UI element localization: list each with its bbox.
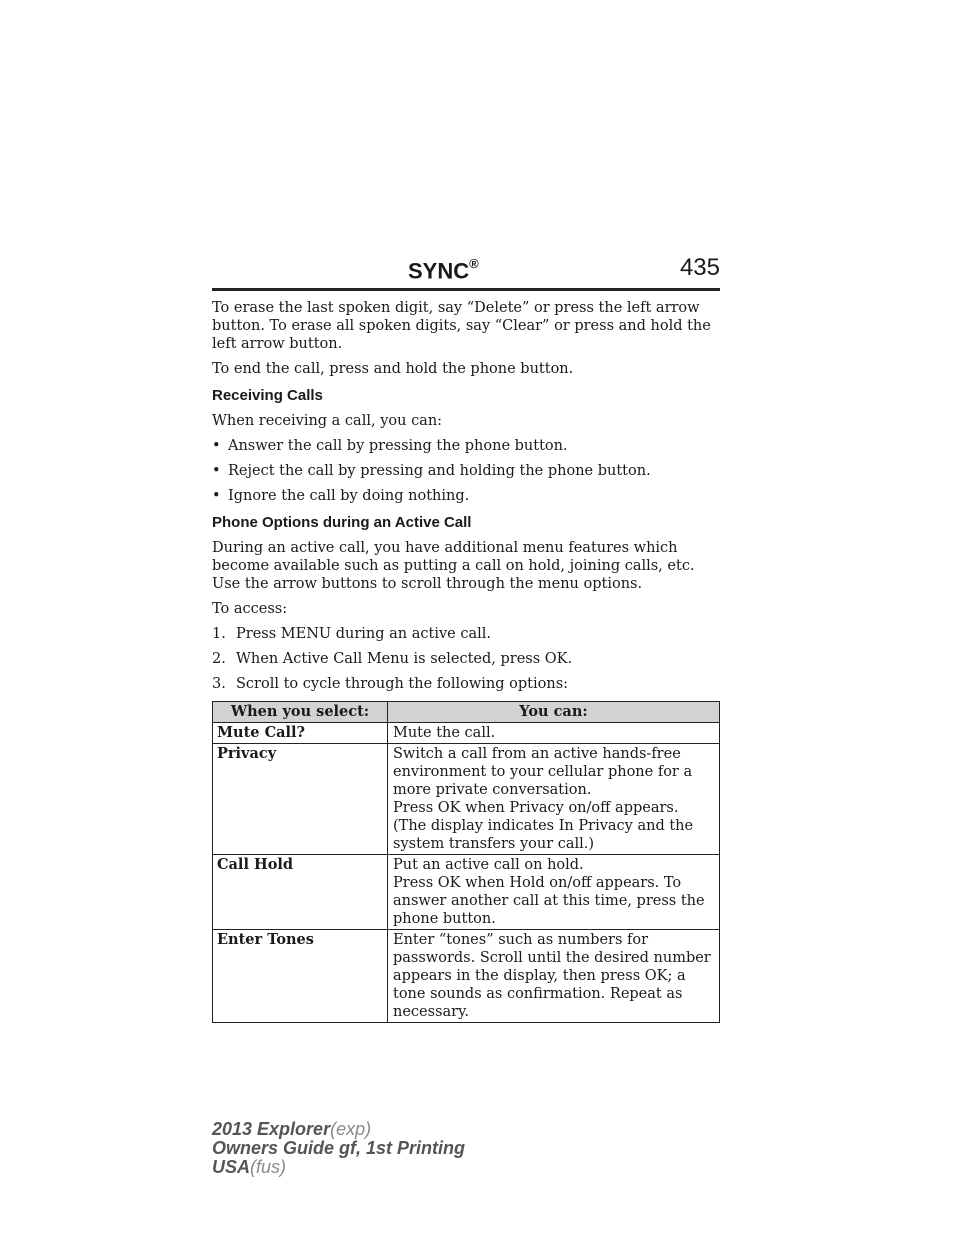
step-item <box>212 650 720 668</box>
option-description <box>388 744 720 855</box>
step-item <box>212 675 720 693</box>
page-content <box>212 299 720 1023</box>
options-paragraph: During an active call, you have additional menu features which become available such as putting a call on hold, joining calls, etc. Use the arrow buttons to scroll through the menu options. <box>212 540 695 592</box>
column-header-select: When you select: <box>213 702 388 723</box>
section-title-text: SYNC <box>408 258 470 284</box>
description-line: Press OK when Hold on/off appears. To answer another call at this time, press the phone button. <box>393 875 705 927</box>
receiving-lead: When receiving a call, you can: <box>212 413 443 429</box>
footer-code: (exp) <box>330 1119 372 1139</box>
option-description <box>388 855 720 930</box>
column-header-can: You can: <box>388 702 720 723</box>
access-label: To access: <box>212 601 288 617</box>
footer-line <box>212 1139 465 1158</box>
page-footer <box>212 1120 465 1177</box>
footer-line <box>212 1120 465 1139</box>
table-row <box>213 930 720 1023</box>
step-text: When Active Call Menu is selected, press OK. <box>236 651 573 667</box>
intro-paragraph: To erase the last spoken digit, say “Delete” or press the left arrow button. To erase all spoken digits, say “Clear” or press and hold the left arrow button. <box>212 300 711 352</box>
option-name: Enter Tones <box>213 930 388 1023</box>
list-item <box>212 437 720 455</box>
step-text: Press MENU during an active call. <box>236 626 491 642</box>
bullet-icon: • <box>212 438 221 454</box>
description-line: Press OK when Privacy on/off appears. (The display indicates In Privacy and the system transfers your call.) <box>393 800 694 852</box>
option-name: Mute Call? <box>213 723 388 744</box>
intro-paragraph: To end the call, press and hold the phone button. <box>212 361 574 377</box>
footer-model: 2013 Explorer <box>212 1119 331 1139</box>
list-item-text: Reject the call by pressing and holding the phone button. <box>228 463 651 479</box>
option-name: Call Hold <box>213 855 388 930</box>
receiving-calls-heading: Receiving Calls <box>212 387 323 404</box>
step-item <box>212 625 720 643</box>
option-description <box>388 930 720 1023</box>
list-item <box>212 487 720 505</box>
table-header-row <box>213 702 720 723</box>
bullet-icon: • <box>212 488 221 504</box>
registered-mark: ® <box>469 256 479 271</box>
step-text: Scroll to cycle through the following options: <box>236 676 569 692</box>
step-number: 1. <box>212 626 226 642</box>
footer-guide: Owners Guide gf, 1st Printing <box>212 1138 466 1158</box>
description-line: Enter “tones” such as numbers for passwords. Scroll until the desired number appears in the display, then press OK; a tone sounds as confirmation. Repeat as necessary. <box>393 932 711 1020</box>
section-title <box>408 258 479 284</box>
description-line: Mute the call. <box>393 725 496 741</box>
step-number: 2. <box>212 651 226 667</box>
options-table <box>212 701 720 1023</box>
description-line: Put an active call on hold. <box>393 857 584 873</box>
table-row <box>213 855 720 930</box>
list-item-text: Answer the call by pressing the phone button. <box>228 438 568 454</box>
table-row <box>213 744 720 855</box>
list-item-text: Ignore the call by doing nothing. <box>228 488 470 504</box>
table-row <box>213 723 720 744</box>
footer-line <box>212 1158 465 1177</box>
option-description <box>388 723 720 744</box>
bullet-icon: • <box>212 463 221 479</box>
description-line: Switch a call from an active hands-free environment to your cellular phone for a more private conversation. <box>393 746 693 798</box>
footer-market-code: (fus) <box>250 1157 287 1177</box>
list-item <box>212 462 720 480</box>
page-number: 435 <box>679 254 720 281</box>
option-name: Privacy <box>213 744 388 855</box>
step-number: 3. <box>212 676 226 692</box>
footer-market: USA <box>212 1157 251 1177</box>
phone-options-heading: Phone Options during an Active Call <box>212 514 472 531</box>
page-header <box>212 252 720 291</box>
